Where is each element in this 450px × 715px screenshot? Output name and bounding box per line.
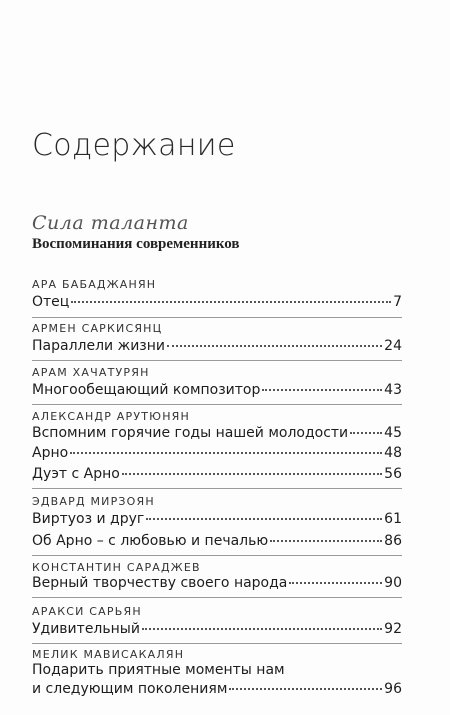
divider: [32, 643, 402, 644]
dot-leader: [122, 473, 382, 475]
toc-author: АРА БАБАДЖАНЯН: [32, 278, 157, 291]
toc-item-title: Вспомним горячие годы нашей молодости: [32, 425, 349, 441]
toc-item-page: 61: [384, 511, 402, 527]
toc-author: АРМЕН САРКИСЯНЦ: [32, 322, 163, 335]
toc-item[interactable]: [32, 575, 402, 591]
toc-item[interactable]: [32, 533, 402, 549]
dot-leader: [146, 518, 382, 520]
section-subtitle: Воспоминания современников: [32, 236, 240, 252]
toc-item[interactable]: [32, 445, 402, 461]
toc-item-page: 7: [393, 294, 402, 310]
toc-item[interactable]: [32, 466, 402, 482]
toc-item[interactable]: [32, 425, 402, 441]
toc-author: КОНСТАНТИН САРАДЖЕВ: [32, 561, 201, 574]
toc-item-title: Отец: [32, 294, 70, 310]
divider: [32, 360, 402, 361]
toc-item-page: 90: [384, 575, 402, 591]
toc-item-title: Удивительный: [32, 621, 140, 637]
dot-leader: [262, 389, 382, 391]
divider: [32, 597, 402, 598]
toc-author: ЭДВАРД МИРЗОЯН: [32, 495, 155, 508]
dot-leader: [289, 582, 382, 584]
toc-item-page: 86: [384, 533, 402, 549]
toc-item[interactable]: [32, 681, 402, 697]
toc-item-title: Параллели жизни: [32, 338, 165, 354]
divider: [32, 404, 402, 405]
dot-leader: [167, 345, 382, 347]
dot-leader: [270, 540, 382, 542]
toc-item[interactable]: [32, 511, 402, 527]
section-title: Сила таланта: [32, 212, 189, 234]
toc-item[interactable]: [32, 382, 402, 398]
divider: [32, 317, 402, 318]
dot-leader: [142, 628, 382, 630]
page-title: Содержание: [32, 128, 236, 163]
divider: [32, 488, 402, 489]
toc-item-page: 96: [384, 681, 402, 697]
dot-leader: [229, 688, 382, 690]
toc-item-title: Верный творчеству своего народа: [32, 575, 288, 591]
dot-leader: [71, 301, 391, 303]
toc-item[interactable]: [32, 338, 402, 354]
divider: [32, 555, 402, 556]
toc-item-title: Об Арно – с любовью и печалью: [32, 533, 269, 549]
toc-item-page: 56: [384, 466, 402, 482]
toc-item-title: Дуэт с Арно: [32, 466, 120, 482]
toc-author: АЛЕКСАНДР АРУТЮНЯН: [32, 410, 190, 423]
toc-item-title: Арно: [32, 445, 69, 461]
toc-item-page: 43: [384, 382, 402, 398]
toc-item-title: Виртуоз и друг: [32, 511, 145, 527]
toc-item-page: 92: [384, 621, 402, 637]
toc-item-title: и следующим поколениям: [32, 681, 228, 697]
toc-item-page: 24: [384, 338, 402, 354]
toc-item-page: 45: [384, 425, 402, 441]
toc-item-title: Многообещающий композитор: [32, 382, 261, 398]
toc-item[interactable]: [32, 294, 402, 310]
toc-item[interactable]: [32, 621, 402, 637]
toc-item-title-line1: Подарить приятные моменты нам: [32, 662, 285, 678]
toc-author: МЕЛИК МАВИСАКАЛЯН: [32, 648, 185, 661]
dot-leader: [70, 452, 382, 454]
toc-author: АРАМ ХАЧАТУРЯН: [32, 366, 150, 379]
toc-item-page: 48: [384, 445, 402, 461]
toc-author: АРАКСИ САРЬЯН: [32, 605, 142, 618]
dot-leader: [350, 432, 382, 434]
